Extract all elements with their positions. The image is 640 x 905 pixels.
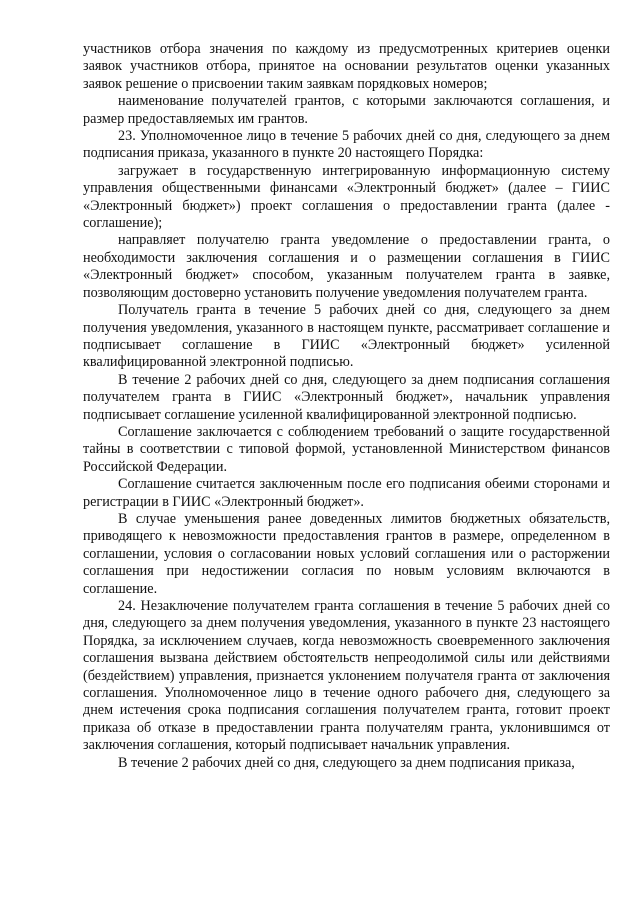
paragraph-upload-giis: загружает в государственную интегрированную информационную систему управления общественными финансами «Электронный бюджет» (далее – ГИИС «Электронный бюджет») проект соглашения о предоставлении гранта (далее - соглашение);: [83, 162, 610, 232]
paragraph-send-notice: направляет получателю гранта уведомление о предоставлении гранта, о необходимости заключения соглашения и о размещении соглашения в ГИИС «Электронный бюджет» способом, указанным получателем гранта в заявке, позволяющим достоверно установить получение уведомления получателем гранта.: [83, 232, 610, 301]
paragraph-limits-reduction: В случае уменьшения ранее доведенных лимитов бюджетных обязательств, приводящего к невозможности предоставления грантов в размере, определенном в соглашении, условия о согласовании новых условий соглашения или о расторжении соглашения при недостижении согласия по новым условиям включаются в соглашение.: [83, 510, 610, 597]
paragraph-item-23: 23. Уполномоченное лицо в течение 5 рабочих дней со дня, следующего за днем подписания приказа, указанного в пункте 20 настоящего Порядка:: [83, 128, 610, 162]
paragraph-agreement-concluded: Соглашение считается заключенным после его подписания обеими сторонами и регистрации в ГИИС «Электронный бюджет».: [83, 476, 610, 510]
paragraph-grantees: наименование получателей грантов, с которыми заключаются соглашения, и размер предоставляемых им грантов.: [83, 93, 610, 127]
document-page: [83, 41, 610, 772]
paragraph-order-signing: В течение 2 рабочих дней со дня, следующего за днем подписания приказа,: [118, 754, 575, 771]
paragraph-recipient-signs: Получатель гранта в течение 5 рабочих дней со дня, следующего за днем получения уведомления, указанного в настоящем пункте, рассматривает соглашение и подписывает соглашение в ГИИС «Электронный бюджет» усиленной квалифицированной электронной подписью.: [83, 302, 610, 371]
paragraph-item-24: 24. Незаключение получателем гранта соглашения в течение 5 рабочих дней со дня, следующего за днем получения уведомления, указанного в пункте 23 настоящего Порядка, за исключением случаев, когда невозможность своевременного заключения соглашения вызвана действием обстоятельств непреодолимой силы или действиями (бездействием) управления, признается уклонением получателя гранта от заключения соглашения. Уполномоченное лицо в течение одного рабочего дня, следующего за днем истечения срока подписания соглашения получателем гранта, готовит проект приказа об отказе в предоставлении гранта получателям гранта, уклонившимся от заключения соглашения, который подписывает начальник управления.: [83, 598, 610, 754]
paragraph-continuation: участников отбора значения по каждому из предусмотренных критериев оценки заявок участников отбора, принятое на основании результатов оценки указанных заявок решение о присвоении таким заявкам порядковых номеров;: [83, 41, 610, 92]
paragraph-head-signs: В течение 2 рабочих дней со дня, следующего за днем подписания соглашения получателем гранта в ГИИС «Электронный бюджет», начальник управления подписывает соглашение усиленной квалифицированной электронной подписью.: [83, 371, 610, 423]
paragraph-state-secret: Соглашение заключается с соблюдением требований о защите государственной тайны в соответствии с типовой формой, установленной Министерством финансов Российской Федерации.: [83, 423, 610, 475]
